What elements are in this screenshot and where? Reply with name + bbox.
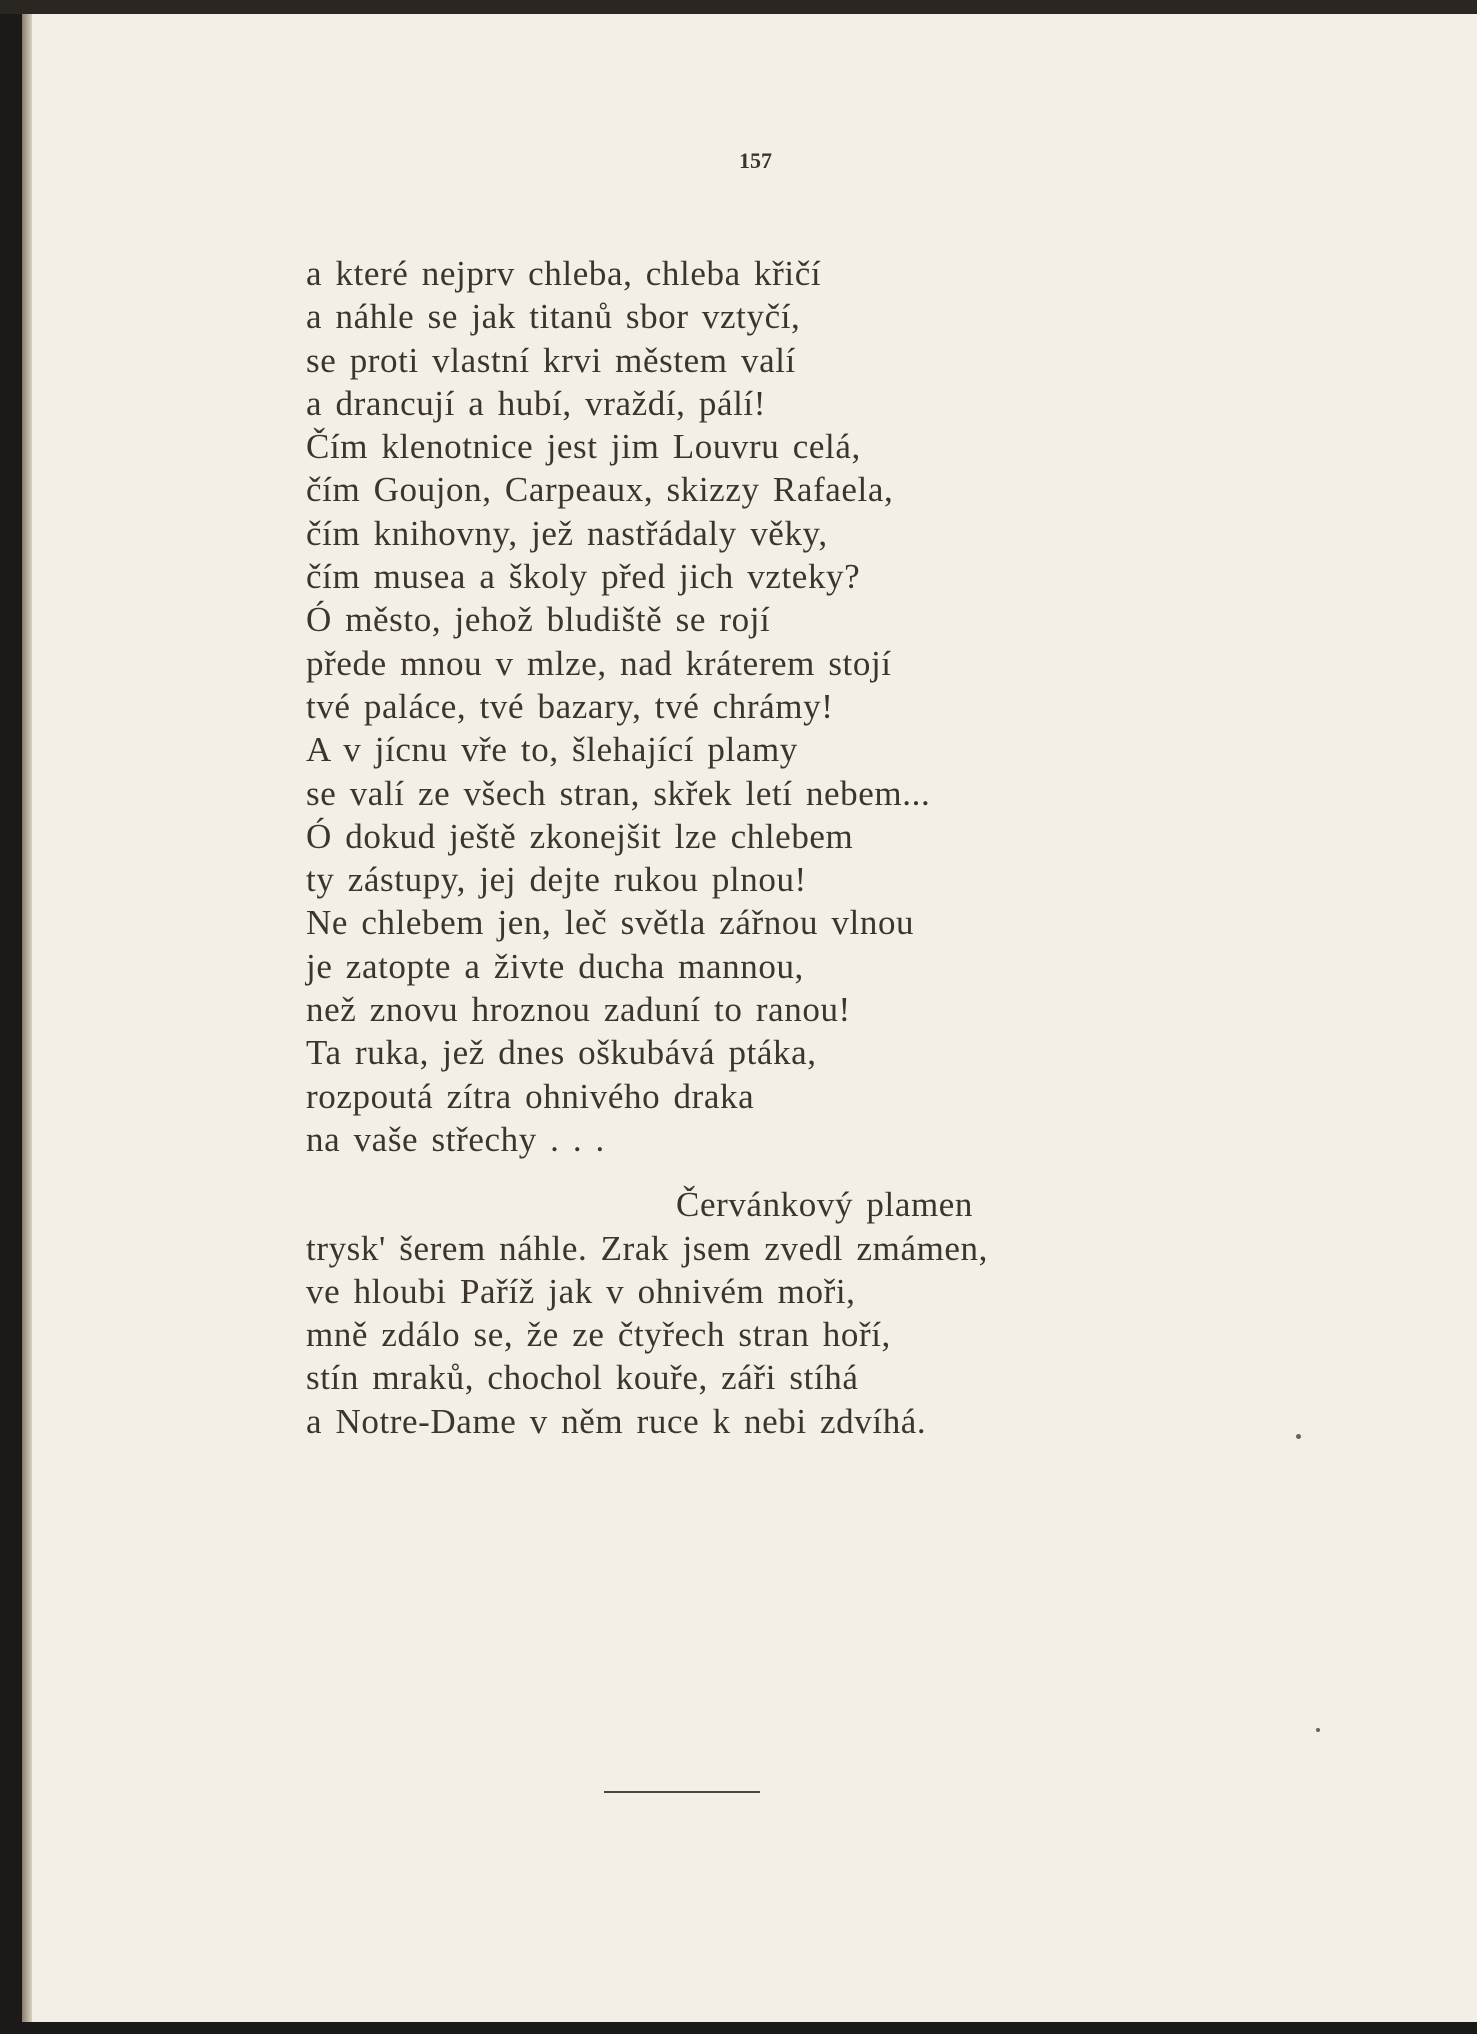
poem-line: se valí ze všech stran, skřek letí nebem...	[306, 773, 931, 813]
poem-line: stín mraků, chochol kouře, záři stíhá	[306, 1358, 859, 1398]
poem-line: a Notre-Dame v něm ruce k nebi zdvíhá.	[306, 1401, 927, 1441]
poem-line: čím knihovny, jež nastřádaly věky,	[306, 513, 828, 553]
poem-line: a drancují a hubí, vraždí, pálí!	[306, 383, 767, 423]
stanza-break	[306, 1161, 1146, 1183]
poem-line: ty zástupy, jej dejte rukou plnou!	[306, 860, 807, 900]
poem-line: ve hloubi Paříž jak v ohnivém moři,	[306, 1271, 856, 1311]
section-end-rule	[604, 1791, 760, 1793]
scan-top-strip	[0, 0, 1477, 14]
poem-line: čím musea a školy před jich vzteky?	[306, 557, 861, 597]
poem-line-indented: Červánkový plamen	[676, 1185, 974, 1225]
paper-speck	[1296, 1434, 1301, 1439]
poem-line: na vaše střechy . . .	[306, 1119, 605, 1159]
poem-line: Ne chlebem jen, leč světla zářnou vlnou	[306, 903, 915, 943]
poem-line: a které nejprv chleba, chleba křičí	[306, 254, 822, 293]
page-binding-edge	[22, 14, 32, 2022]
poem-line: Ó město, jehož bludiště se rojí	[306, 600, 771, 640]
poem-line: čím Goujon, Carpeaux, skizzy Rafaela,	[306, 470, 894, 510]
poem-line: Ta ruka, jež dnes oškubává ptáka,	[306, 1033, 817, 1073]
poem-line: tvé paláce, tvé bazary, tvé chrámy!	[306, 686, 834, 726]
poem-line: je zatopte a živte ducha mannou,	[306, 946, 804, 986]
poem-line: Čím klenotnice jest jim Louvru celá,	[306, 427, 861, 467]
paper-speck	[1316, 1728, 1320, 1732]
poem-line: než znovu hroznou zaduní to ranou!	[306, 990, 851, 1030]
poem-line: Ó dokud ještě zkonejšit lze chlebem	[306, 816, 854, 856]
poem-line: mně zdálo se, že ze čtyřech stran hoří,	[306, 1315, 891, 1355]
poem-line: A v jícnu vře to, šlehající plamy	[306, 730, 798, 770]
poem-line: se proti vlastní krvi městem valí	[306, 340, 796, 380]
poem-line: trysk' šerem náhle. Zrak jsem zvedl zmámen,	[306, 1228, 988, 1268]
poem-line: a náhle se jak titanů sbor vztyčí,	[306, 297, 801, 337]
poem-line: rozpoutá zítra ohnivého draka	[306, 1076, 755, 1116]
poem-text	[306, 252, 1146, 1443]
page-number: 157	[739, 148, 772, 173]
poem-line: přede mnou v mlze, nad kráterem stojí	[306, 643, 892, 683]
